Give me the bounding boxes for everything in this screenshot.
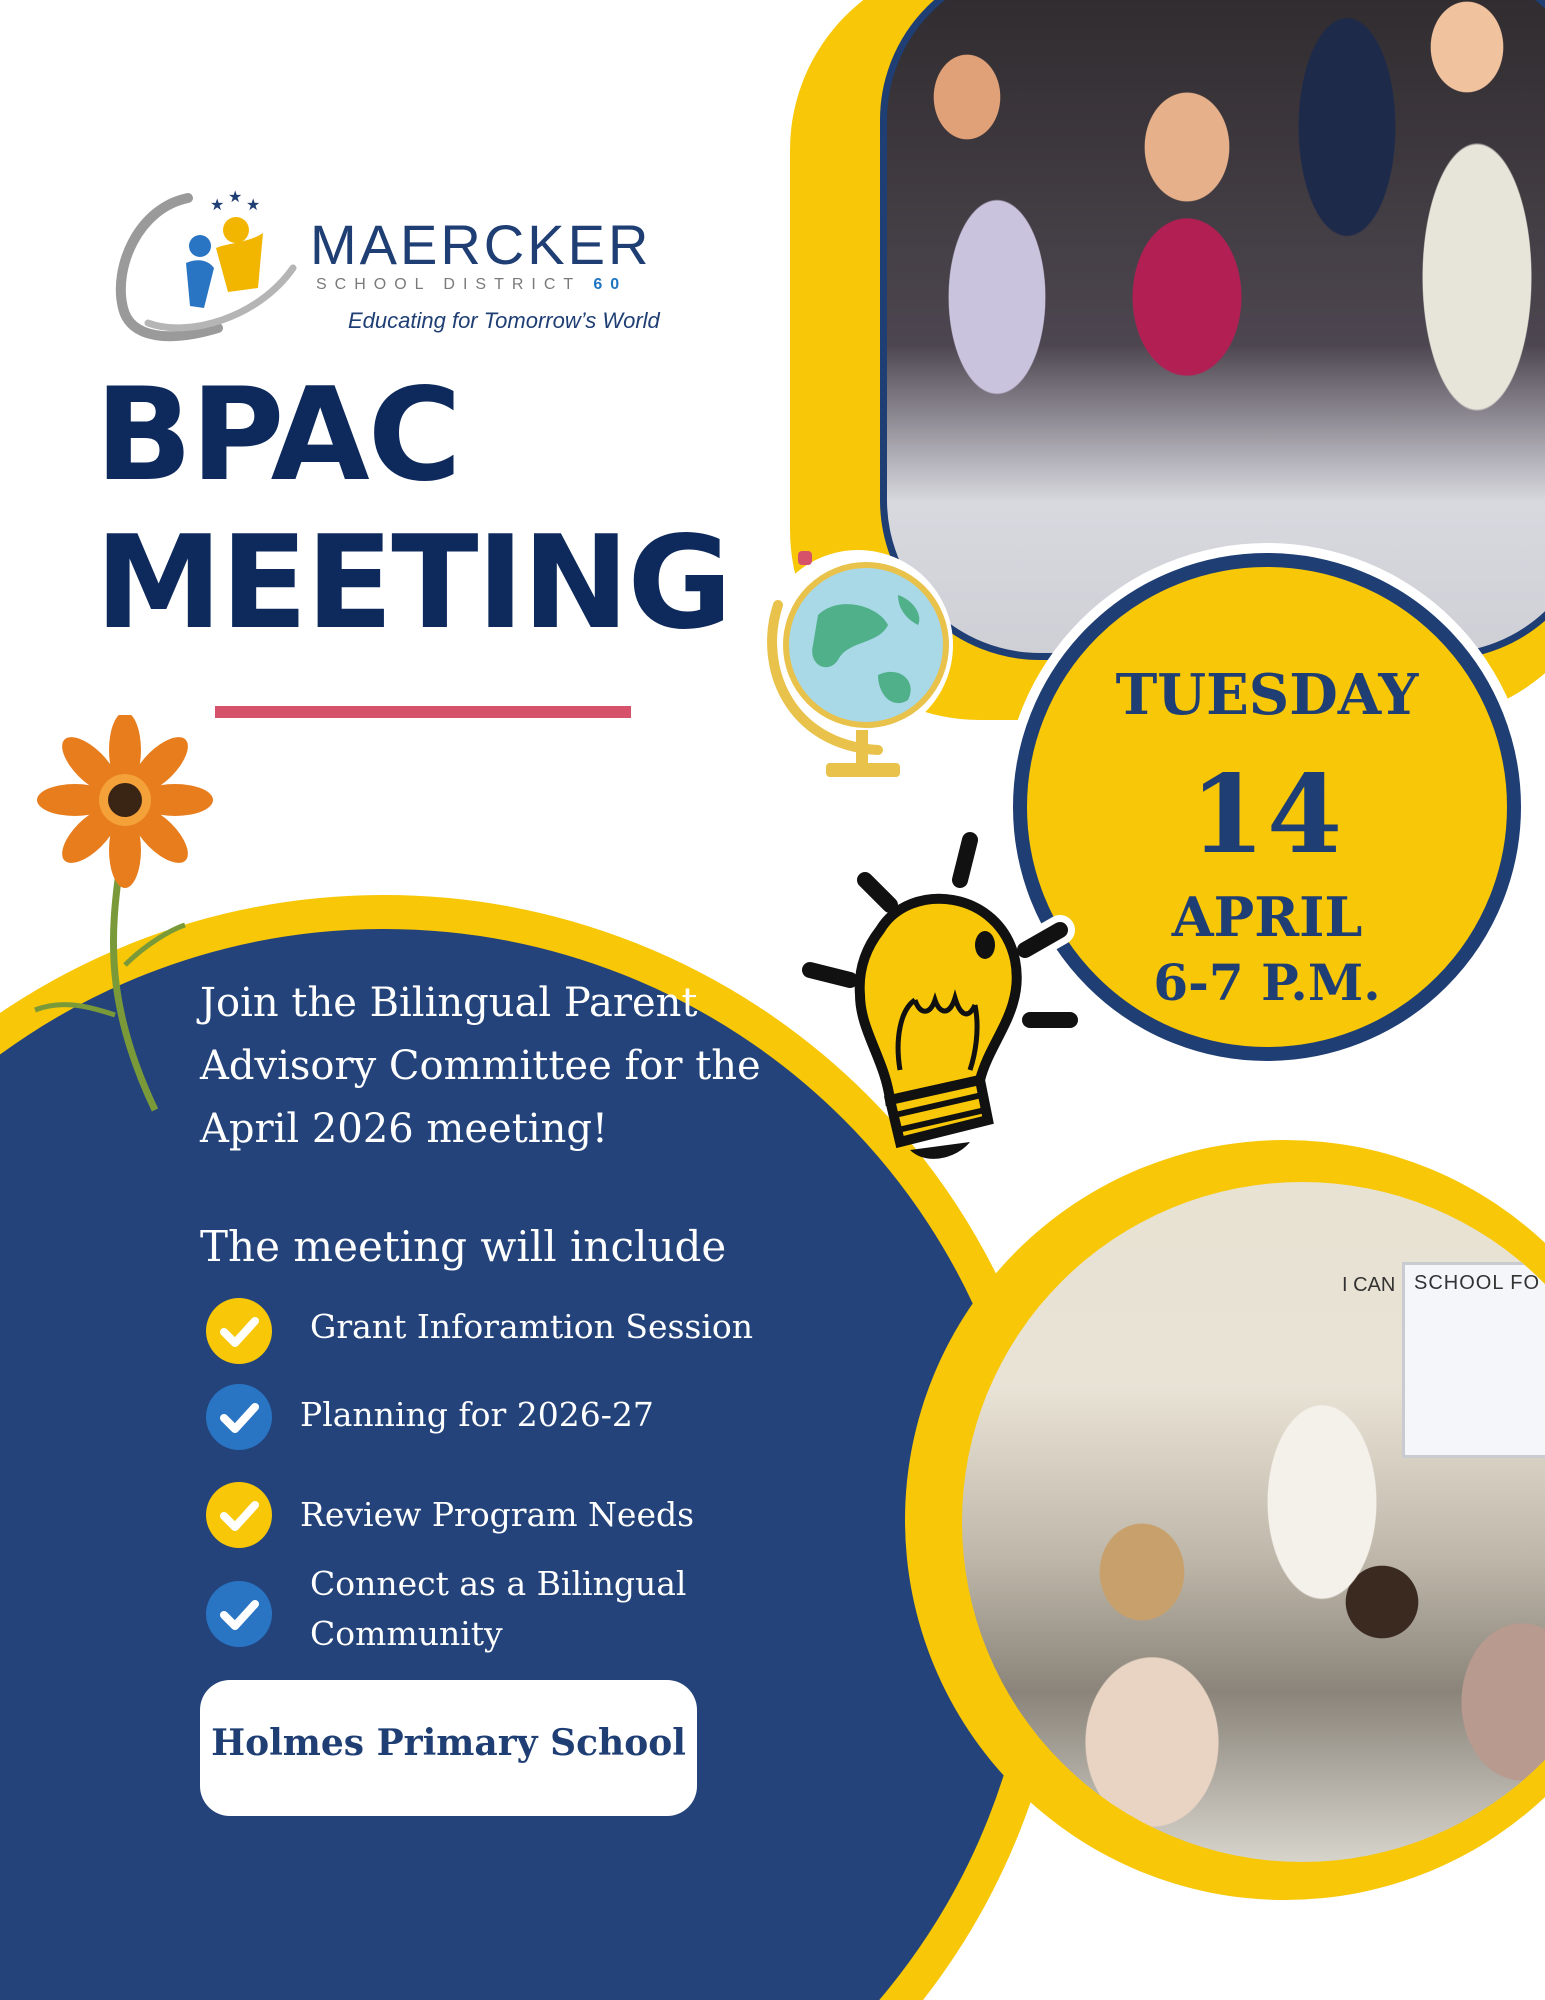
district-60-logo-mark xyxy=(108,188,308,348)
district-subtitle: SCHOOL DISTRICT 60 xyxy=(316,276,628,293)
agenda-item-4 xyxy=(310,1559,686,1659)
check-icon xyxy=(206,1298,272,1364)
check-icon xyxy=(206,1581,272,1647)
agenda-item-1: Grant Inforamtion Session xyxy=(310,1307,754,1346)
agenda-item-3: Review Program Needs xyxy=(300,1495,695,1534)
meeting-day: TUESDAY xyxy=(1115,662,1419,728)
agenda-item-4-line-2: Community xyxy=(310,1614,503,1653)
intro-text xyxy=(200,972,800,1161)
meeting-month: APRIL xyxy=(1171,885,1363,949)
lightbulb-icon xyxy=(770,820,1100,1190)
check-icon xyxy=(206,1482,272,1548)
title-line-1: BPAC xyxy=(95,361,460,510)
intro-line-2: Advisory Committee for the xyxy=(200,1043,761,1089)
globe-icon xyxy=(758,545,968,795)
agenda-item-4-line-1: Connect as a Bilingual xyxy=(310,1564,687,1603)
ican-sign-text: I CAN xyxy=(1342,1274,1396,1296)
intro-line-3: April 2026 meeting! xyxy=(200,1106,609,1152)
district-tagline: Educating for Tomorrow’s World xyxy=(348,308,660,333)
svg-text:★: ★ xyxy=(210,195,225,214)
board-text: SCHOOL FO xyxy=(1414,1272,1541,1294)
meeting-date-number: 14 xyxy=(1189,752,1345,878)
location-label: Holmes Primary School xyxy=(211,1722,686,1764)
intro-line-1: Join the Bilingual Parent xyxy=(200,980,698,1026)
title-line-2: MEETING xyxy=(95,509,731,658)
check-icon xyxy=(206,1384,272,1450)
includes-heading: The meeting will include xyxy=(200,1222,727,1271)
agenda-item-2: Planning for 2026-27 xyxy=(300,1395,654,1434)
meeting-time: 6-7 P.M. xyxy=(1153,953,1381,1012)
district-name: MAERCKER xyxy=(310,213,652,276)
svg-text:★: ★ xyxy=(228,188,243,206)
svg-text:★: ★ xyxy=(246,195,261,214)
title-underline xyxy=(215,706,631,718)
